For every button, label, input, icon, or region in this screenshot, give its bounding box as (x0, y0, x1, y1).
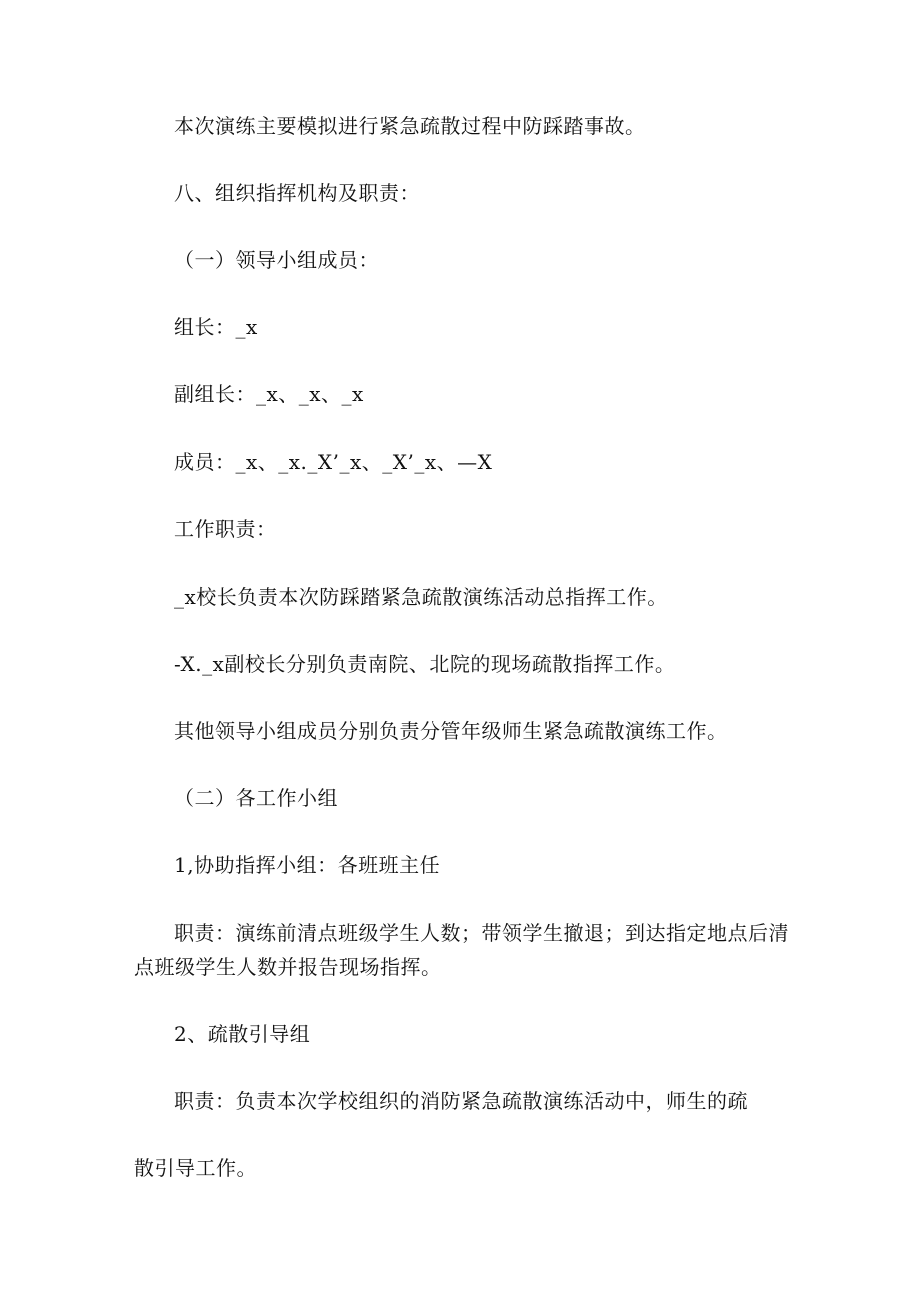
paragraph-vice-principal-duty: -X._x副校长分别负责南院、北院的现场疏散指挥工作。 (174, 652, 676, 676)
heading-evacuation-guide-group: 2、疏散引导组 (174, 1022, 311, 1046)
paragraph-drill-purpose: 本次演练主要模拟进行紧急疏散过程中防踩踏事故。 (174, 114, 646, 138)
paragraph-other-members-duty: 其他领导小组成员分别负责分管年级师生紧急疏散演练工作。 (174, 719, 728, 743)
paragraph-principal-duty: _x校长负责本次防踩踏紧急疏散演练活动总指挥工作。 (174, 585, 668, 609)
heading-assist-command-group: 1,协助指挥小组：各班班主任 (174, 853, 441, 877)
line-members: 成员：_x、_x._X’_x、_X’_x、—X (174, 450, 493, 474)
line-group-leader: 组长：_x (174, 315, 258, 339)
paragraph-guide-duty-line1: 职责：负责本次学校组织的消防紧急疏散演练活动中，师生的疏 (174, 1089, 748, 1113)
paragraph-guide-duty-line2: 散引导工作。 (134, 1156, 257, 1180)
heading-leadership-group: （一）领导小组成员： (174, 248, 379, 272)
heading-work-duties: 工作职责： (174, 517, 277, 541)
heading-section-eight: 八、组织指挥机构及职责： (174, 181, 420, 205)
paragraph-assist-duty-line1: 职责：演练前清点班级学生人数；带领学生撤退；到达指定地点后清 (174, 921, 789, 945)
heading-work-subgroups: （二）各工作小组 (174, 786, 338, 810)
line-deputy-leaders: 副组长：_x、_x、_x (174, 382, 364, 406)
paragraph-assist-duty-line2: 点班级学生人数并报告现场指挥。 (134, 955, 442, 979)
